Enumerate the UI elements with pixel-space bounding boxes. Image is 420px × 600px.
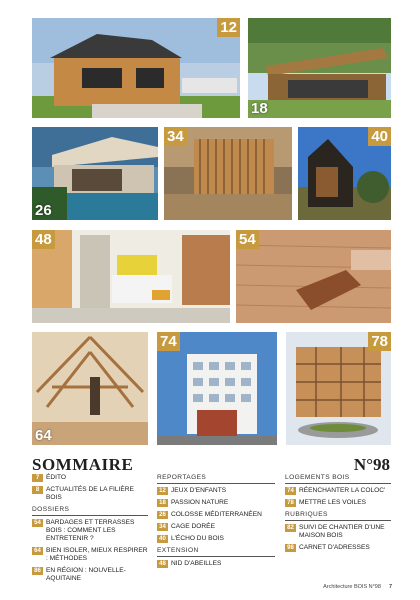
toc-title: JEUX D'ENFANTS [171,487,227,494]
toc-title: RÉENCHANTER LA COLOC' [299,487,386,494]
page-number-badge: 48 [32,230,55,249]
toc-page: 64 [32,547,43,555]
toc-title: CARNET D'ADRESSES [299,544,370,551]
toc-title: COLOSSE MÉDITERRANÉEN [171,511,262,518]
toc-title: METTRE LES VOILES [299,499,367,506]
toc-page: 82 [285,524,296,532]
toc-title: BARDAGES ET TERRASSES BOIS : COMMENT LES ENTRETENIR ? [46,519,135,542]
toc-title: ACTUALITÉS DE LA FILIÈRE BOIS [46,486,134,501]
toc-entry[interactable] [285,487,391,495]
magazine-name: Architecture BOIS N°98 [323,584,381,590]
section-heading-extension: EXTENSION [157,547,275,557]
toc-page: 98 [285,544,296,552]
toc-column-2 [157,474,275,572]
toc-entry[interactable] [157,535,275,543]
photo-26-pool-house [32,127,158,220]
photo-12-octagonal-house [32,18,240,118]
toc-page: 40 [157,535,168,543]
toc-page: 7 [32,474,43,482]
sommaire-title: SOMMAIRE [32,455,134,474]
toc-entry[interactable] [32,547,148,563]
toc-entry[interactable] [285,499,391,507]
toc-page: 12 [157,487,168,495]
toc-entry[interactable] [285,544,391,552]
photo-34-lattice-pavilion [164,127,292,220]
toc-entry[interactable] [157,511,275,519]
toc-title: SUIVI DE CHANTIER D'UNE MAISON BOIS [299,524,385,539]
page-number-badge: 40 [368,127,391,146]
toc-title: L'ÉCHO DU BOIS [171,535,224,542]
toc-entry[interactable] [285,524,391,540]
page-number-badge: 26 [35,202,52,219]
toc-entry[interactable] [32,519,148,543]
toc-entry[interactable] [157,499,275,507]
toc-title: ÉDITO [46,474,67,481]
toc-title: PASSION NATURE [171,499,229,506]
toc-page: 34 [157,523,168,531]
section-heading-dossiers: DOSSIERS [32,506,148,516]
toc-entry[interactable] [157,523,275,531]
toc-entry[interactable] [157,487,275,495]
toc-page: 48 [157,560,168,568]
photo-54-wood-staining [236,230,391,323]
section-heading-reportages: REPORTAGES [157,474,275,484]
section-heading-rubriques: RUBRIQUES [285,511,391,521]
page-number-badge: 64 [35,427,52,444]
toc-column-3 [285,474,391,556]
toc-title: EN RÉGION : NOUVELLE-AQUITAINE [46,567,126,582]
page-number-badge: 12 [217,18,240,37]
photo-40-dark-timber-house [298,127,391,220]
photo-48-interior [32,230,230,323]
toc-title: BIEN ISOLER, MIEUX RESPIRER : MÉTHODES [46,547,148,562]
toc-entry[interactable] [32,567,148,583]
toc-page: 54 [32,519,43,527]
toc-entry[interactable] [32,474,148,482]
photo-64-roof-frame [32,332,148,445]
toc-page: 8 [32,486,43,494]
page-number-badge: 34 [164,127,187,146]
toc-page: 86 [32,567,43,575]
section-heading-logements: LOGEMENTS BOIS [285,474,391,484]
toc-entry[interactable] [157,560,275,568]
toc-page: 26 [157,511,168,519]
page-number-badge: 74 [157,332,180,351]
folio: 7 [388,584,392,590]
issue-number: N°98 [353,455,390,474]
toc-page: 18 [157,499,168,507]
toc-page: 74 [285,487,296,495]
photo-18-long-wooden-house [248,18,391,118]
page-number-badge: 78 [368,332,391,351]
toc-entry[interactable] [32,486,148,502]
page-number-badge: 54 [236,230,259,249]
photo-78-wooden-balconies [286,332,391,445]
toc-title: CAGE DORÉE [171,523,215,530]
toc-page: 78 [285,499,296,507]
page-footer [323,584,392,590]
toc-column-1 [32,474,148,587]
photo-74-apartment-building [157,332,277,445]
page-number-badge: 18 [251,100,268,117]
toc-title: NID D'ABEILLES [171,560,222,567]
